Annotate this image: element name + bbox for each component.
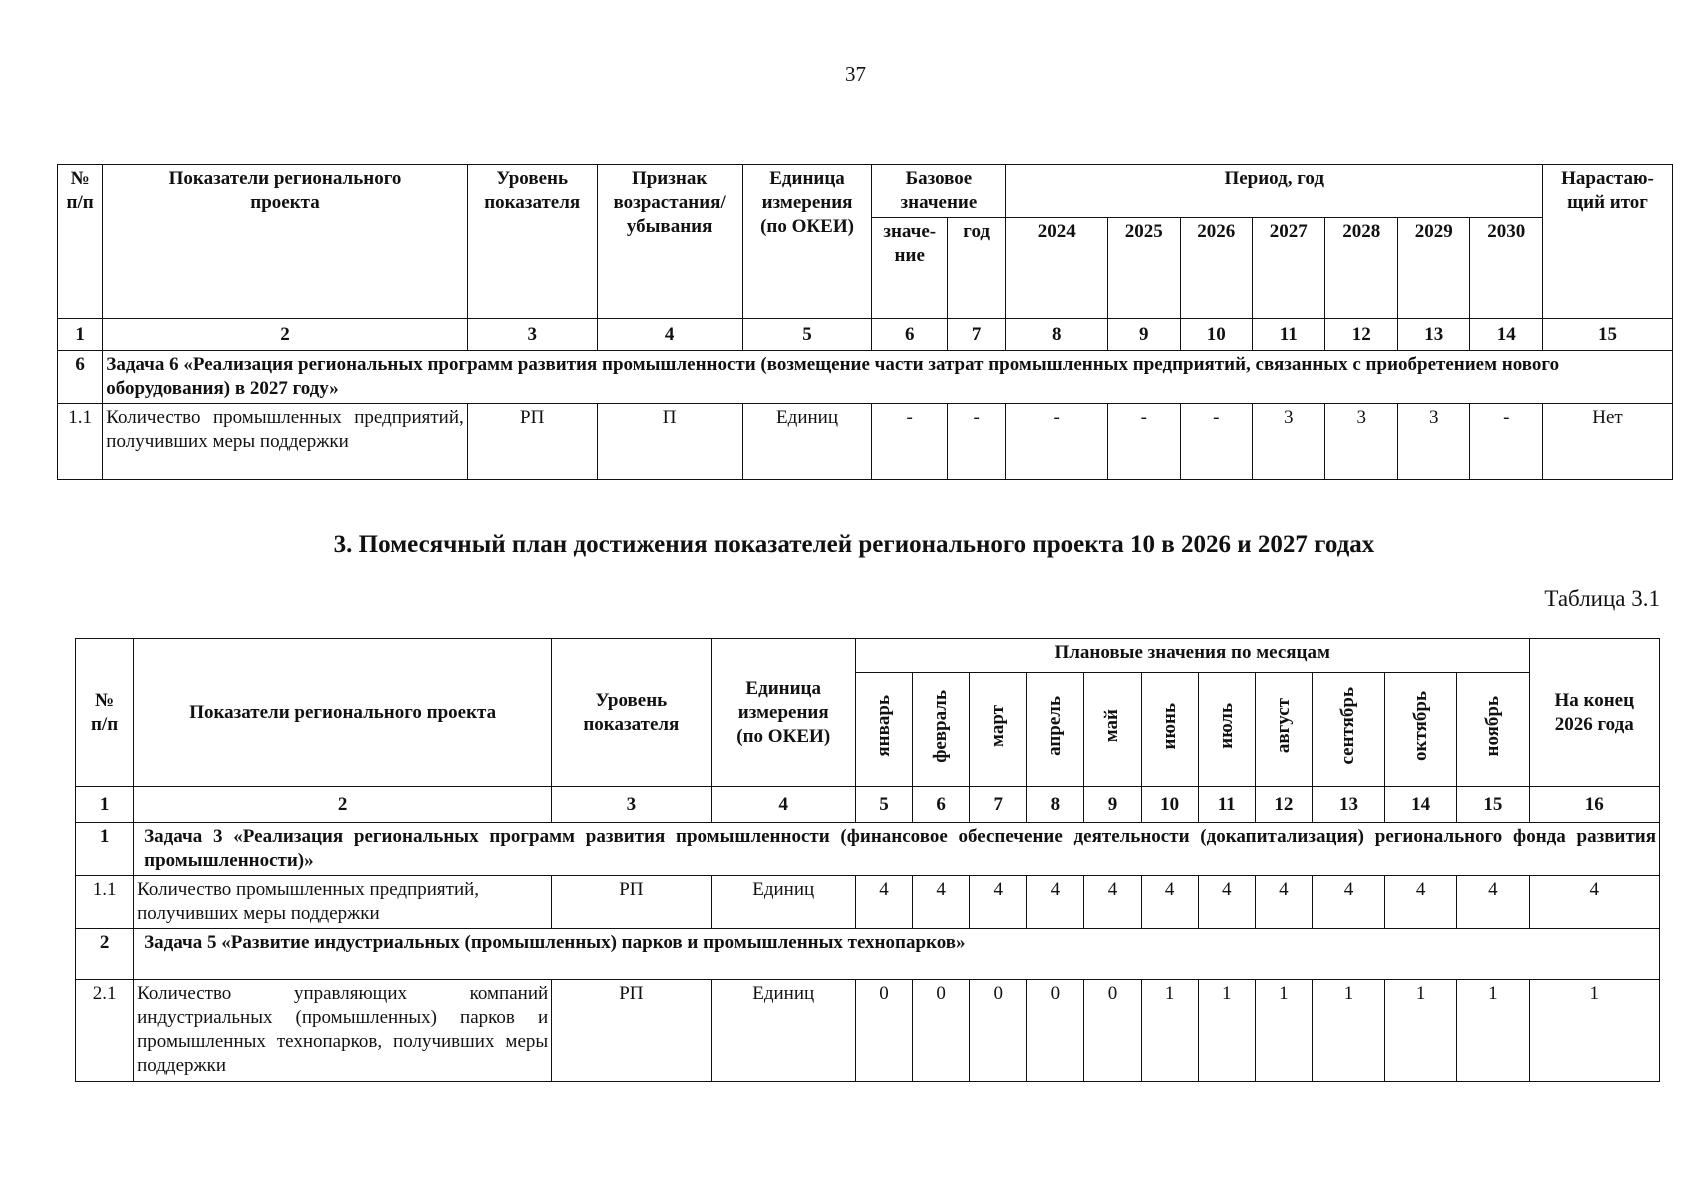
- column-number-row: [76, 787, 1660, 823]
- row-month-value: 4: [1457, 876, 1529, 929]
- row-month-value: 4: [1312, 876, 1384, 929]
- column-number: 8: [1027, 787, 1084, 823]
- row-year-value: -: [1180, 404, 1252, 480]
- column-number: 4: [711, 787, 855, 823]
- column-number: 4: [597, 319, 742, 351]
- column-number: 10: [1141, 787, 1198, 823]
- column-number: 14: [1385, 787, 1457, 823]
- row-indicator: Количество промышленных предприятий, получивших меры поддержки: [134, 876, 552, 929]
- header-unit: Единица измерения (по ОКЕИ): [711, 639, 855, 787]
- row-end-value: 1: [1529, 980, 1659, 1082]
- task-number: 1: [76, 823, 134, 876]
- row-sign: П: [597, 404, 742, 480]
- column-number: 5: [742, 319, 872, 351]
- header-month: март: [987, 705, 1009, 747]
- header-year: 2027: [1253, 218, 1325, 319]
- header-year: 2030: [1470, 218, 1543, 319]
- column-number: 2: [134, 787, 552, 823]
- header-num: № п/п: [76, 639, 134, 787]
- column-number: 15: [1457, 787, 1529, 823]
- task-number: 6: [58, 351, 103, 404]
- section-title: 3. Помесячный план достижения показателей регионального проекта 10 в 2026 и 2027 годах: [333, 531, 1375, 558]
- header-month: май: [1101, 709, 1123, 743]
- task-text: Задача 3 «Реализация региональных программ развития промышленности (финансовое обеспечение деятельности (докапитализация) регионального фонда развития промышленности)»: [134, 823, 1660, 876]
- row-month-value: 0: [913, 980, 970, 1082]
- row-month-value: 1: [1457, 980, 1529, 1082]
- column-number: 2: [103, 319, 467, 351]
- task-row: [58, 351, 1673, 404]
- row-indicator: Количество управляющих компаний индустриальных (промышленных) парков и промышленных технопарков, получивших меры поддержки: [134, 980, 552, 1082]
- row-month-value: 0: [855, 980, 912, 1082]
- page-number: 37: [845, 62, 866, 86]
- row-number: 2.1: [76, 980, 134, 1082]
- row-indicator: Количество промышленных предприятий, получивших меры поддержки: [103, 404, 467, 480]
- row-year-value: 3: [1253, 404, 1325, 480]
- row-unit: Единиц: [711, 980, 855, 1082]
- task-number: 2: [76, 929, 134, 980]
- row-base-value: -: [872, 404, 948, 480]
- row-end-value: 4: [1529, 876, 1659, 929]
- row-month-value: 0: [1084, 980, 1141, 1082]
- indicators-table: [57, 164, 1673, 480]
- column-number: 5: [855, 787, 912, 823]
- column-number: 9: [1108, 319, 1180, 351]
- task-row: [76, 823, 1660, 876]
- header-month: август: [1272, 698, 1294, 754]
- table-label: Таблица 3.1: [1544, 586, 1660, 611]
- row-year-value: -: [1470, 404, 1543, 480]
- row-month-value: 4: [855, 876, 912, 929]
- row-level: РП: [467, 404, 597, 480]
- row-month-value: 4: [1141, 876, 1198, 929]
- header-indicator: Показатели регионального проекта: [103, 165, 467, 319]
- row-month-value: 0: [970, 980, 1027, 1082]
- header-month: февраль: [930, 689, 952, 763]
- header-num: № п/п: [58, 165, 103, 319]
- column-number: 11: [1198, 787, 1255, 823]
- column-number: 16: [1529, 787, 1659, 823]
- row-month-value: 1: [1312, 980, 1384, 1082]
- header-year: 2026: [1180, 218, 1252, 319]
- row-month-value: 1: [1141, 980, 1198, 1082]
- header-base-year: год: [947, 218, 1005, 319]
- header-month: июнь: [1158, 702, 1180, 750]
- row-month-value: 4: [1255, 876, 1312, 929]
- row-level: РП: [552, 980, 711, 1082]
- column-number: 9: [1084, 787, 1141, 823]
- header-month: сентябрь: [1337, 687, 1359, 765]
- header-month: октябрь: [1409, 691, 1431, 761]
- table-row: [76, 980, 1660, 1082]
- row-month-value: 4: [970, 876, 1027, 929]
- table-row: [76, 876, 1660, 929]
- row-month-value: 1: [1198, 980, 1255, 1082]
- row-year-value: -: [1108, 404, 1180, 480]
- row-month-value: 1: [1255, 980, 1312, 1082]
- row-unit: Единиц: [711, 876, 855, 929]
- header-base: Базовое значение: [872, 165, 1006, 218]
- header-indicator: Показатели регионального проекта: [134, 639, 552, 787]
- header-year: 2024: [1006, 218, 1108, 319]
- row-month-value: 0: [1027, 980, 1084, 1082]
- column-number: 12: [1255, 787, 1312, 823]
- header-cumulative: Нарастаю- щий итог: [1543, 165, 1673, 319]
- header-end: На конец 2026 года: [1529, 639, 1659, 787]
- header-month: апрель: [1044, 696, 1066, 756]
- row-year-value: 3: [1397, 404, 1469, 480]
- column-number: 10: [1180, 319, 1252, 351]
- table-row: [58, 404, 1673, 480]
- column-number: 6: [913, 787, 970, 823]
- header-year: 2025: [1108, 218, 1180, 319]
- task-row: [76, 929, 1660, 980]
- column-number: 12: [1325, 319, 1397, 351]
- row-month-value: 1: [1385, 980, 1457, 1082]
- column-number: 13: [1397, 319, 1469, 351]
- header-base-value: значе- ние: [872, 218, 948, 319]
- row-level: РП: [552, 876, 711, 929]
- row-month-value: 4: [1385, 876, 1457, 929]
- row-month-value: 4: [1027, 876, 1084, 929]
- column-number: 14: [1470, 319, 1543, 351]
- row-number: 1.1: [76, 876, 134, 929]
- column-number: 8: [1006, 319, 1108, 351]
- row-month-value: 4: [1084, 876, 1141, 929]
- row-month-value: 4: [1198, 876, 1255, 929]
- row-base-year: -: [947, 404, 1005, 480]
- row-cumulative: Нет: [1543, 404, 1673, 480]
- header-plan: Плановые значения по месяцам: [855, 639, 1529, 673]
- header-year: 2028: [1325, 218, 1397, 319]
- column-number: 6: [872, 319, 948, 351]
- header-unit: Единица измерения (по ОКЕИ): [742, 165, 872, 319]
- header-year: 2029: [1397, 218, 1469, 319]
- header-month: ноябрь: [1481, 695, 1503, 757]
- row-unit: Единиц: [742, 404, 872, 480]
- column-number: 11: [1253, 319, 1325, 351]
- task-text: Задача 5 «Развитие индустриальных (промышленных) парков и промышленных технопарков»: [134, 929, 1660, 980]
- column-number: 13: [1312, 787, 1384, 823]
- row-month-value: 4: [913, 876, 970, 929]
- row-year-value: 3: [1325, 404, 1397, 480]
- header-level: Уровень показателя: [467, 165, 597, 319]
- column-number-row: [58, 319, 1673, 351]
- task-text: Задача 6 «Реализация региональных программ развития промышленности (возмещение части затрат промышленных предприятий, связанных с приобретением нового оборудования) в 2027 году»: [103, 351, 1673, 404]
- column-number: 7: [970, 787, 1027, 823]
- column-number: 3: [467, 319, 597, 351]
- row-number: 1.1: [58, 404, 103, 480]
- column-number: 7: [947, 319, 1005, 351]
- column-number: 1: [58, 319, 103, 351]
- header-month: июль: [1215, 703, 1237, 749]
- monthly-plan-table: [75, 638, 1660, 1082]
- header-sign: Признак возрастания/ убывания: [597, 165, 742, 319]
- column-number: 3: [552, 787, 711, 823]
- row-year-value: -: [1006, 404, 1108, 480]
- column-number: 1: [76, 787, 134, 823]
- header-month: январь: [872, 695, 894, 757]
- column-number: 15: [1543, 319, 1673, 351]
- header-level: Уровень показателя: [552, 639, 711, 787]
- header-period: Период, год: [1006, 165, 1543, 218]
